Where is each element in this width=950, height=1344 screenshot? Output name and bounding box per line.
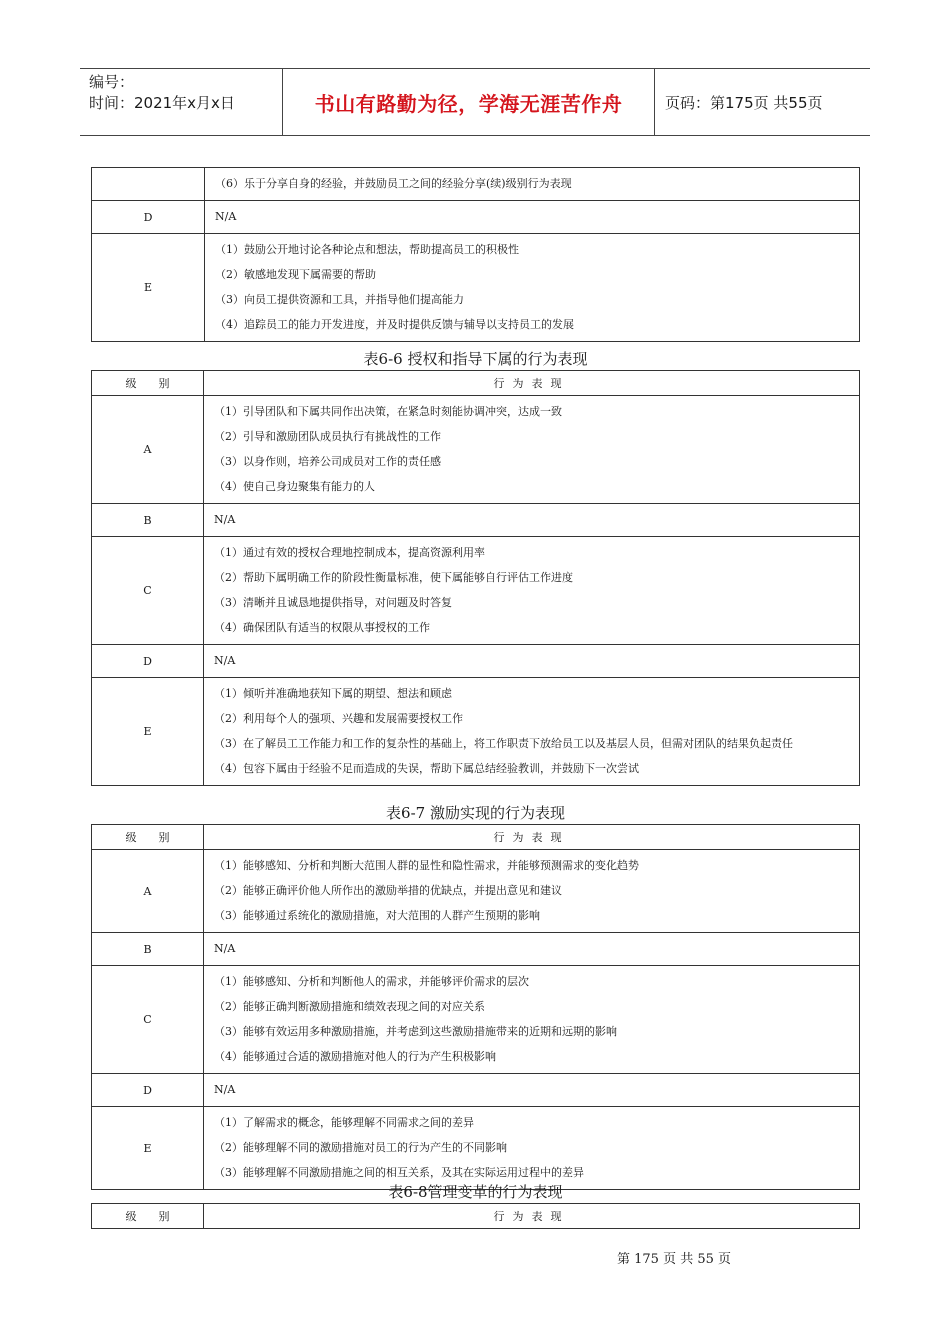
table-caption-6-6: 表6-6 授权和指导下属的行为表现	[363, 350, 588, 368]
behavior-item: N/A	[214, 1083, 236, 1096]
level-cell: D	[92, 645, 204, 678]
table-6-6	[91, 370, 860, 786]
table-header-row	[92, 371, 860, 396]
behavior-item: （6）乐于分享自身的经验，并鼓励员工之间的经验分享(续)级别行为表现	[215, 177, 572, 190]
level-cell: D	[92, 1074, 204, 1107]
level-cell: A	[92, 396, 204, 504]
column-header-level: 级别	[92, 825, 204, 850]
table-header-row	[92, 825, 860, 850]
table-row	[92, 201, 860, 234]
level-cell: C	[92, 966, 204, 1074]
table-row	[92, 537, 860, 645]
table-row	[92, 1074, 860, 1107]
column-header-behavior: 行为表现	[204, 825, 860, 850]
level-cell: A	[92, 850, 204, 933]
table-row	[92, 1107, 860, 1190]
level-cell: E	[92, 1107, 204, 1190]
behavior-cell	[205, 201, 860, 234]
behavior-cell	[204, 396, 860, 504]
behavior-item: （1）了解需求的概念，能够理解不同需求之间的差异	[214, 1116, 474, 1129]
page-header	[80, 68, 870, 136]
behavior-item: （3）能够理解不同激励措施之间的相互关系，及其在实际运用过程中的差异	[214, 1166, 584, 1179]
page-footer: 第 175 页 共 55 页	[617, 1252, 732, 1267]
header-motto-cell	[282, 69, 655, 135]
behavior-item: （3）向员工提供资源和工具，并指导他们提高能力	[215, 293, 464, 306]
table-caption-6-7: 表6-7 激励实现的行为表现	[386, 804, 565, 822]
column-header-level: 级别	[92, 1204, 204, 1229]
behavior-item: （2）能够理解不同的激励措施对员工的行为产生的不同影响	[214, 1141, 507, 1154]
level-cell	[92, 168, 205, 201]
behavior-item: （2）利用每个人的强项、兴趣和发展需要授权工作	[214, 712, 463, 725]
behavior-cell	[205, 168, 860, 201]
behavior-item: （4）包容下属由于经验不足而造成的失误，帮助下属总结经验教训，并鼓励下一次尝试	[214, 762, 639, 775]
table-header-row	[92, 1204, 860, 1229]
behavior-cell	[204, 537, 860, 645]
document-date: 时间：2021年x月x日	[89, 94, 235, 112]
column-header-behavior: 行为表现	[204, 1204, 860, 1229]
table-row	[92, 504, 860, 537]
table-caption-6-8: 表6-8管理变革的行为表现	[388, 1183, 563, 1201]
table-previous-continued	[91, 167, 860, 342]
behavior-item: （4）使自己身边聚集有能力的人	[214, 480, 375, 493]
level-cell: E	[92, 678, 204, 786]
behavior-item: N/A	[215, 210, 237, 223]
behavior-item: （4）能够通过合适的激励措施对他人的行为产生积极影响	[214, 1050, 496, 1063]
behavior-item: （2）引导和激励团队成员执行有挑战性的工作	[214, 430, 441, 443]
header-meta	[80, 69, 282, 135]
behavior-cell	[204, 645, 860, 678]
behavior-item: （3）能够通过系统化的激励措施，对大范围的人群产生预期的影响	[214, 909, 540, 922]
behavior-cell	[204, 966, 860, 1074]
behavior-cell	[205, 234, 860, 342]
behavior-item: （1）能够感知、分析和判断他人的需求，并能够评价需求的层次	[214, 975, 529, 988]
behavior-cell	[204, 504, 860, 537]
behavior-item: （1）倾听并准确地获知下属的期望、想法和顾虑	[214, 687, 452, 700]
level-cell: E	[92, 234, 205, 342]
table-row	[92, 645, 860, 678]
behavior-item: （2）能够正确评价他人所作出的激励举措的优缺点，并提出意见和建议	[214, 884, 562, 897]
table-row	[92, 933, 860, 966]
header-page-code: 页码：第175页 共55页	[665, 93, 823, 112]
table-row	[92, 966, 860, 1074]
level-cell: D	[92, 201, 205, 234]
behavior-cell	[204, 678, 860, 786]
table-row	[92, 234, 860, 342]
behavior-item: （3）以身作则，培养公司成员对工作的责任感	[214, 455, 441, 468]
behavior-item: N/A	[214, 654, 236, 667]
behavior-item: （3）能够有效运用多种激励措施，并考虑到这些激励措施带来的近期和远期的影响	[214, 1025, 617, 1038]
behavior-item: （2）敏感地发现下属需要的帮助	[215, 268, 376, 281]
behavior-item: （2）帮助下属明确工作的阶段性衡量标准，使下属能够自行评估工作进度	[214, 571, 573, 584]
behavior-item: （3）清晰并且诚恳地提供指导，对问题及时答复	[214, 596, 452, 609]
document-number-label: 编号：	[89, 73, 135, 91]
table-row	[92, 678, 860, 786]
behavior-item: N/A	[214, 513, 236, 526]
behavior-cell	[204, 850, 860, 933]
level-cell: B	[92, 504, 204, 537]
column-header-level: 级别	[92, 371, 204, 396]
behavior-item: N/A	[214, 942, 236, 955]
table-6-8	[91, 1203, 860, 1229]
level-cell: B	[92, 933, 204, 966]
behavior-item: （4）追踪员工的能力开发进度，并及时提供反馈与辅导以支持员工的发展	[215, 318, 574, 331]
behavior-item: （3）在了解员工工作能力和工作的复杂性的基础上，将工作职责下放给员工以及基层人员，但需对团队的结果负起责任	[214, 737, 793, 750]
behavior-item: （1）通过有效的授权合理地控制成本，提高资源利用率	[214, 546, 485, 559]
behavior-item: （1）引导团队和下属共同作出决策，在紧急时刻能协调冲突，达成一致	[214, 405, 562, 418]
behavior-cell	[204, 1074, 860, 1107]
table-row	[92, 850, 860, 933]
header-motto: 书山有路勤为径，学海无涯苦作舟	[314, 91, 623, 116]
behavior-item: （1）能够感知、分析和判断大范围人群的显性和隐性需求，并能够预测需求的变化趋势	[214, 859, 639, 872]
column-header-behavior: 行为表现	[204, 371, 860, 396]
behavior-item: （2）能够正确判断激励措施和绩效表现之间的对应关系	[214, 1000, 485, 1013]
table-row	[92, 168, 860, 201]
table-6-7	[91, 824, 860, 1190]
header-page-code-cell	[655, 69, 870, 135]
behavior-cell	[204, 933, 860, 966]
table-row	[92, 396, 860, 504]
behavior-cell	[204, 1107, 860, 1190]
behavior-item: （1）鼓励公开地讨论各种论点和想法，帮助提高员工的积极性	[215, 243, 519, 256]
level-cell: C	[92, 537, 204, 645]
behavior-item: （4）确保团队有适当的权限从事授权的工作	[214, 621, 430, 634]
